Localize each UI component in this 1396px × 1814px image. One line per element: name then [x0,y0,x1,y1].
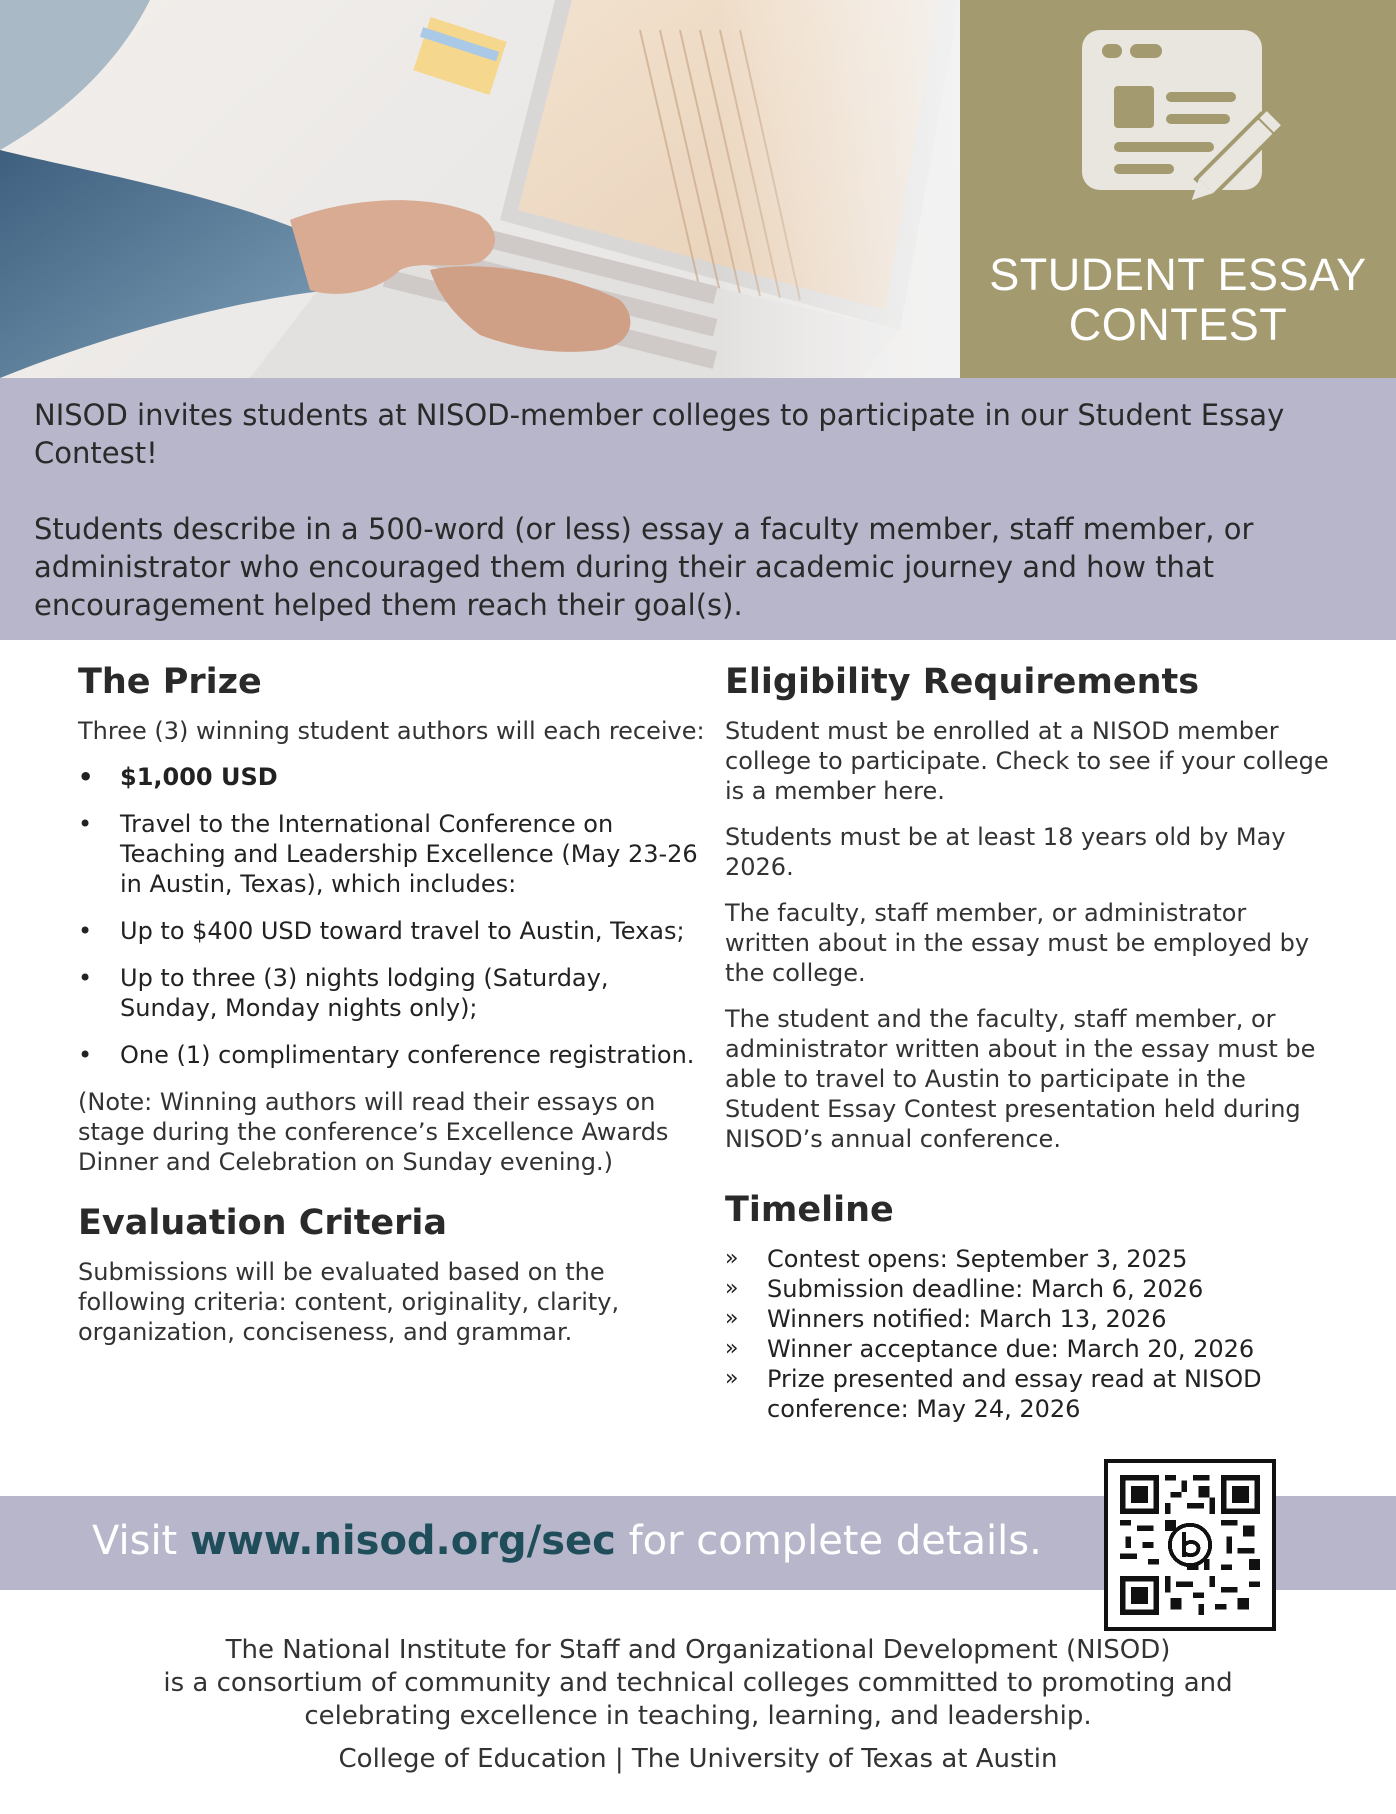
visit-message [92,1516,1042,1566]
qr-code-icon [1120,1475,1260,1615]
raquo-icon: » [725,1336,739,1361]
prize-item: • Up to $400 USD toward travel to Austin, Texas; [78,917,685,945]
evaluation-text: Submissions will be evaluated based on the following criteria: content, originality, clarity, organization, conciseness, and grammar. [78,1258,620,1346]
raquo-icon: » [725,1246,739,1271]
raquo-icon: » [725,1366,739,1391]
prize-note: (Note: Winning authors will read their essays on stage during the conference’s Excellence Awards Dinner and Celebration on Sunday evening.) [78,1088,669,1176]
timeline-list [725,1244,1335,1424]
timeline-item: » Submission deadline: March 6, 2026 [725,1275,1204,1303]
evaluation-section [78,1201,713,1347]
right-column [725,660,1335,1424]
essay-document-pencil-icon [1080,22,1290,212]
raquo-icon: » [725,1306,739,1331]
visit-suffix: for complete details. [615,1518,1042,1564]
bullet-icon: • [78,763,94,791]
footer-line-1: The National Institute for Staff and Organizational Development (NISOD) [225,1635,1171,1665]
evaluation-heading: Evaluation Criteria [78,1203,448,1243]
footer-line-3: celebrating excellence in teaching, learning, and leadership. [304,1701,1092,1731]
footer [0,1634,1396,1776]
intro-paragraph-2: Students describe in a 500-word (or less) essay a faculty member, staff member, or administrator who encouraged them during their academic journey and how that encouragement helped them reach their goal(s). [34,512,1254,622]
left-column [78,660,713,1363]
eligibility-paragraph: The faculty, staff member, or administrator written about in the essay must be employed by the college. [725,899,1310,987]
hero-photo [0,0,960,378]
eligibility-section [725,660,1335,1154]
eligibility-paragraph: The student and the faculty, staff member, or administrator written about in the essay must be able to travel to Austin to participate in the Student Essay Contest presentation held during NISOD’s annual conference. [725,1005,1316,1153]
website-link[interactable]: www.nisod.org/sec [189,1518,616,1564]
bullet-icon: • [78,810,93,838]
intro-paragraph-1: NISOD invites students at NISOD-member colleges to participate in our Student Essay Contest! [34,398,1285,470]
qr-code[interactable] [1104,1459,1276,1631]
prize-item: • Up to three (3) nights lodging (Saturday, Sunday, Monday nights only); [78,964,609,1022]
eligibility-paragraph: Students must be at least 18 years old by May 2026. [725,823,1286,881]
footer-line-2: is a consortium of community and technical colleges committed to promoting and [163,1668,1233,1698]
timeline-item: » Winners notified: March 13, 2026 [725,1305,1167,1333]
title-line-1: STUDENT ESSAY [989,249,1367,300]
bullet-icon: • [78,1041,93,1069]
timeline-item: » Winner acceptance due: March 20, 2026 [725,1335,1255,1363]
eligibility-paragraph: Student must be enrolled at a NISOD member college to participate. Check to see if your college is a member here. [725,717,1329,805]
timeline-item: » Contest opens: September 3, 2025 [725,1245,1188,1273]
prize-item: • Travel to the International Conference on Teaching and Leadership Excellence (May 23-26 in Austin, Texas), which includes: [78,810,698,898]
footer-affiliation: College of Education | The University of Texas at Austin [338,1744,1058,1774]
timeline-heading: Timeline [725,1190,894,1230]
prize-item: • One (1) complimentary conference registration. [78,1041,695,1069]
laptop-typing-illustration [0,0,960,378]
prize-intro: Three (3) winning student authors will each receive: [78,717,705,745]
visit-prefix: Visit [92,1518,190,1564]
prize-list [78,762,713,1070]
prize-heading: The Prize [78,662,262,702]
title-block [960,0,1396,378]
prize-section [78,660,713,1177]
bullet-icon: • [78,917,93,945]
contest-title [960,250,1396,350]
title-line-2: CONTEST [1068,299,1288,350]
bullet-icon: • [78,964,93,992]
intro-band [0,378,1396,640]
timeline-section [725,1188,1335,1424]
raquo-icon: » [725,1276,739,1301]
eligibility-heading: Eligibility Requirements [725,662,1200,702]
timeline-item: » Prize presented and essay read at NISOD conference: May 24, 2026 [725,1365,1262,1423]
prize-item: • $1,000 USD [78,763,278,791]
